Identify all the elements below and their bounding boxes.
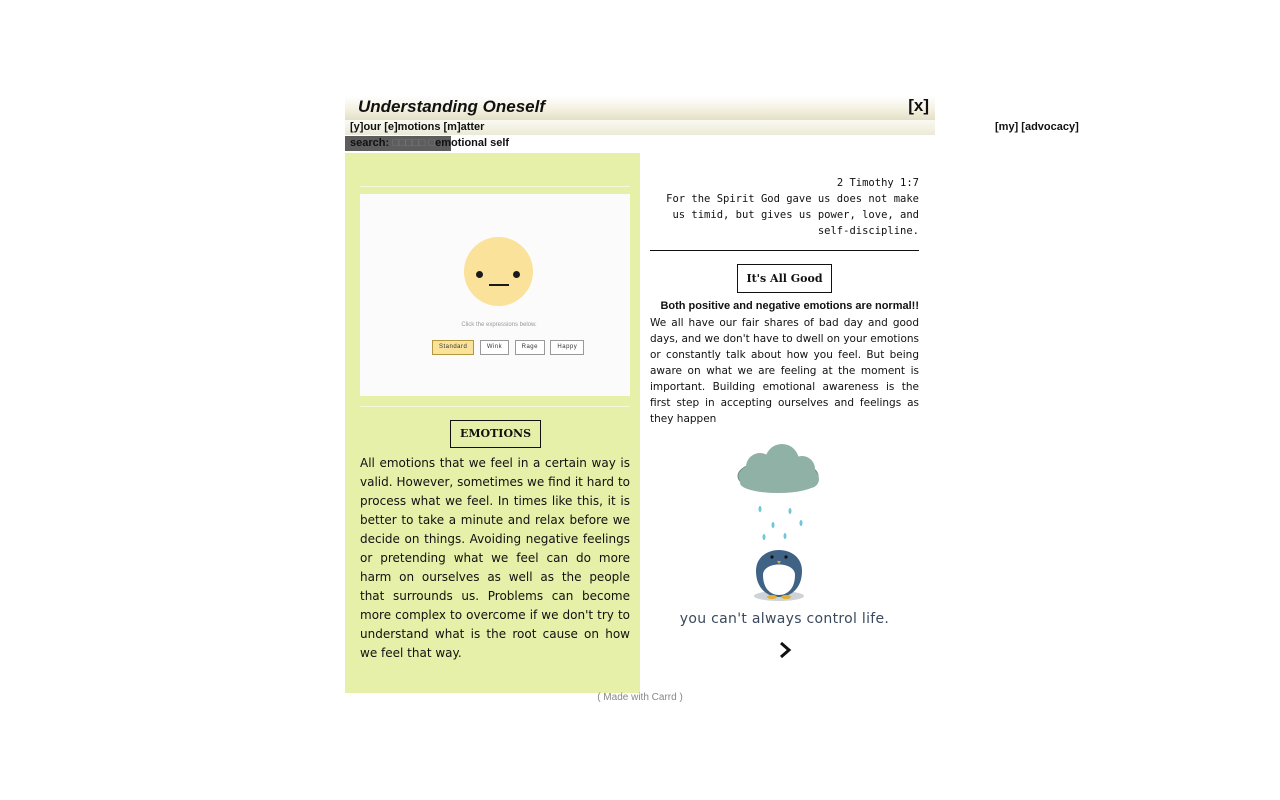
nav-right-links [995, 121, 1264, 661]
nav-bar [345, 120, 1079, 135]
bible-verse [650, 175, 919, 239]
expression-buttons [432, 335, 585, 355]
search-prefix: search: [350, 137, 390, 149]
divider [360, 186, 630, 187]
verse-text: For the Spirit God gave us does not make us timid, but gives us power, love, and self-discipline. [666, 193, 919, 237]
its-all-good-heading: It's All Good [737, 264, 832, 293]
chevron-right-icon[interactable] [777, 641, 793, 659]
penguin-icon [754, 550, 804, 601]
nav-link-my[interactable]: [my] [995, 121, 1019, 133]
search-placeholder-boxes: □□□□□ □ [392, 137, 436, 149]
left-panel [345, 153, 640, 693]
search-field[interactable] [350, 137, 509, 149]
divider [650, 250, 919, 251]
nav-link-advocacy[interactable]: [advocacy] [1021, 121, 1079, 133]
mouth [489, 284, 509, 286]
right-eye [513, 271, 520, 278]
face-icon [464, 237, 533, 306]
wink-button[interactable]: Wink [480, 340, 509, 355]
rage-button[interactable]: Rage [515, 340, 545, 355]
footer [0, 692, 1280, 703]
app-window [345, 96, 1079, 152]
penguin-rain-illustration [690, 443, 890, 633]
illustration-caption: you can't always control life. [679, 611, 890, 627]
emoji-widget [360, 194, 630, 396]
window-title: Understanding Oneself [358, 97, 546, 116]
close-button[interactable]: [x] [908, 96, 929, 115]
search-query: emotional self [435, 137, 510, 149]
good-paragraph: We all have our fair shares of bad day and good days, and we don't have to dwell on your emotions or constantly talk about how you feel. But being aware on what we are feeling at the moment is important. Building emotional awareness is the first step in accepting ourselves and feelings as they happen [650, 317, 919, 425]
standard-button[interactable]: Standard [432, 340, 474, 355]
verse-reference: 2 Timothy 1:7 [836, 177, 919, 189]
title-bar [345, 96, 935, 120]
right-panel [650, 153, 919, 693]
made-with-carrd-link[interactable]: ( Made with Carrd ) [597, 692, 683, 703]
emoji-hint: Click the expressions below. [461, 322, 537, 328]
left-eye [476, 271, 483, 278]
divider [360, 406, 630, 407]
cloud-icon [738, 444, 819, 493]
search-bar [345, 135, 935, 152]
emotions-paragraph: All emotions that we feel in a certain way is valid. However, sometimes we find it hard to process what we feel. In times like this, it is better to take a minute and relax before we decide on things. Avoiding negative feelings or pretending what we feel can do more harm on ourselves as well as the people that surrounds us. Problems can become more complex to overcome if we don't try to understand what is the root cause on how we feel that way. [360, 456, 630, 660]
nav-home-link[interactable]: [y]our [e]motions [m]atter [350, 121, 485, 133]
raindrops [759, 506, 803, 540]
good-lead: Both positive and negative emotions are normal!! [660, 300, 919, 312]
emotions-heading: EMOTIONS [450, 420, 541, 448]
happy-button[interactable]: Happy [550, 340, 584, 355]
